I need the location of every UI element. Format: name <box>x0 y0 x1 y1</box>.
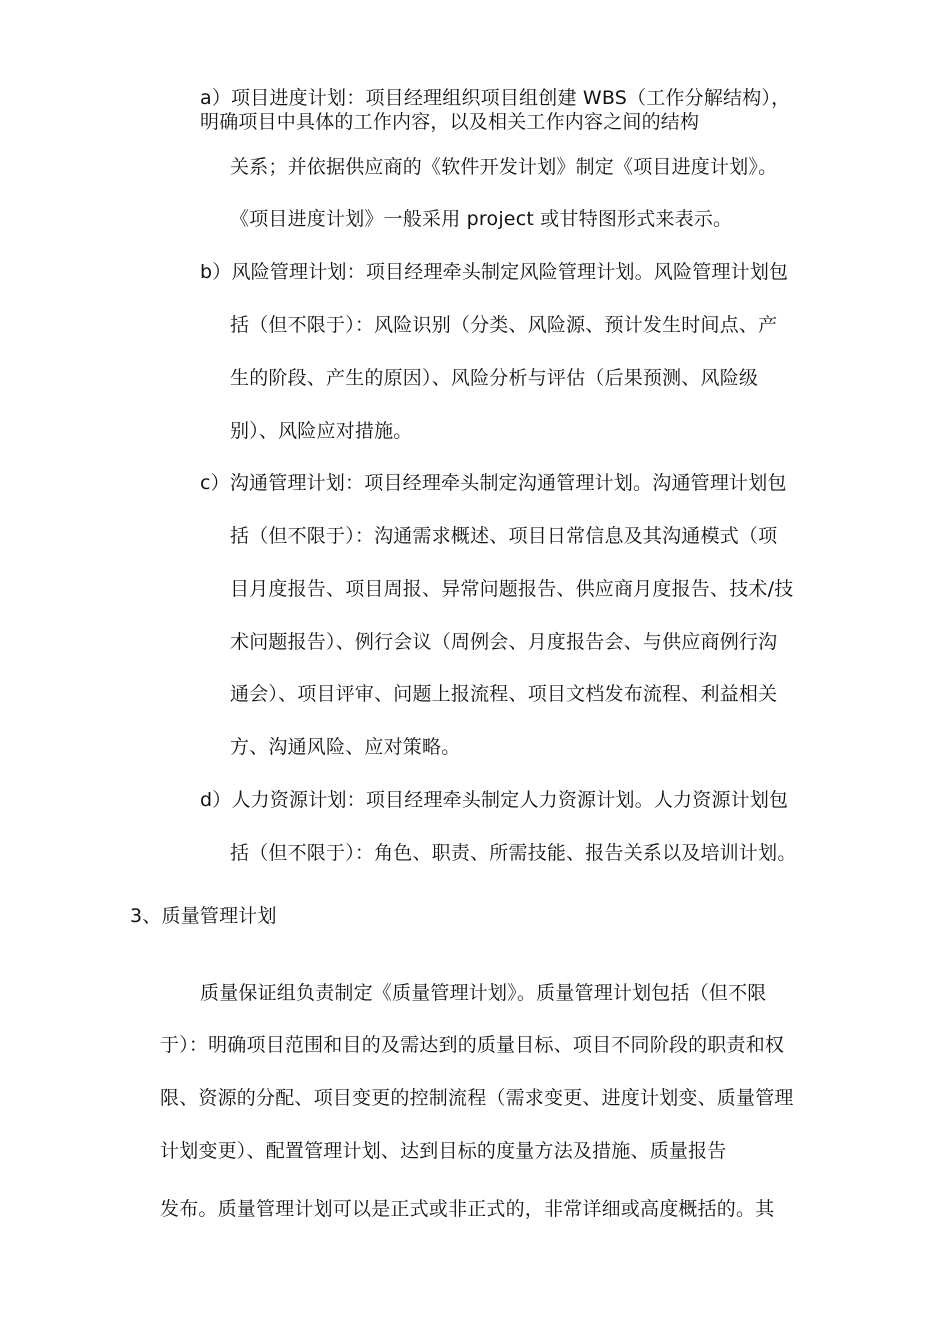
item-a-line-3: 关系；并依据供应商的《软件开发计划》制定《项目进度计划》。 <box>230 156 778 178</box>
item-a-line-2: 明确项目中具体的工作内容，以及相关工作内容之间的结构 <box>200 111 700 133</box>
item-b-line-1: b）风险管理计划：项目经理牵头制定风险管理计划。风险管理计划包 <box>200 261 789 283</box>
item-b-line-4: 别）、风险应对措施。 <box>230 420 413 442</box>
paragraph-line-4: 计划变更）、配置管理计划、达到目标的度量方法及措施、质量报告 <box>160 1140 727 1162</box>
paragraph-line-3: 限、资源的分配、项目变更的控制流程（需求变更、进度计划变、质量管理 <box>160 1087 794 1109</box>
item-c-line-4: 术问题报告）、例行会议（周例会、月度报告会、与供应商例行沟 <box>230 631 778 653</box>
item-a-line-1: a）项目进度计划：项目经理组织项目组创建 WBS（工作分解结构）， <box>200 87 791 109</box>
item-d-line-2: 括（但不限于）：角色、职责、所需技能、报告关系以及培训计划。 <box>230 842 797 864</box>
paragraph-line-2: 于）：明确项目范围和目的及需达到的质量目标、项目不同阶段的职责和权 <box>160 1034 785 1056</box>
item-c-line-2: 括（但不限于）：沟通需求概述、项目日常信息及其沟通模式（项 <box>230 525 778 547</box>
item-b-line-2: 括（但不限于）：风险识别（分类、风险源、预计发生时间点、产 <box>230 314 778 336</box>
item-c-line-5: 通会）、项目评审、问题上报流程、项目文档发布流程、利益相关 <box>230 683 778 705</box>
section-heading: 3、质量管理计划 <box>130 905 277 927</box>
item-c-line-3: 目月度报告、项目周报、异常问题报告、供应商月度报告、技术/技 <box>230 578 794 600</box>
item-b-line-3: 生的阶段、产生的原因）、风险分析与评估（后果预测、风险级 <box>230 367 759 389</box>
paragraph-line-1: 质量保证组负责制定《质量管理计划》。质量管理计划包括（但不限 <box>200 982 767 1004</box>
item-c-line-6: 方、沟通风险、应对策略。 <box>230 736 461 758</box>
paragraph-line-5: 发布。质量管理计划可以是正式或非正式的，非常详细或高度概括的。其 <box>160 1198 775 1220</box>
item-c-line-1: c）沟通管理计划：项目经理牵头制定沟通管理计划。沟通管理计划包 <box>200 472 787 494</box>
item-a-line-4: 《项目进度计划》一般采用 project 或甘特图形式来表示。 <box>230 208 733 230</box>
item-d-line-1: d）人力资源计划：项目经理牵头制定人力资源计划。人力资源计划包 <box>200 789 789 811</box>
